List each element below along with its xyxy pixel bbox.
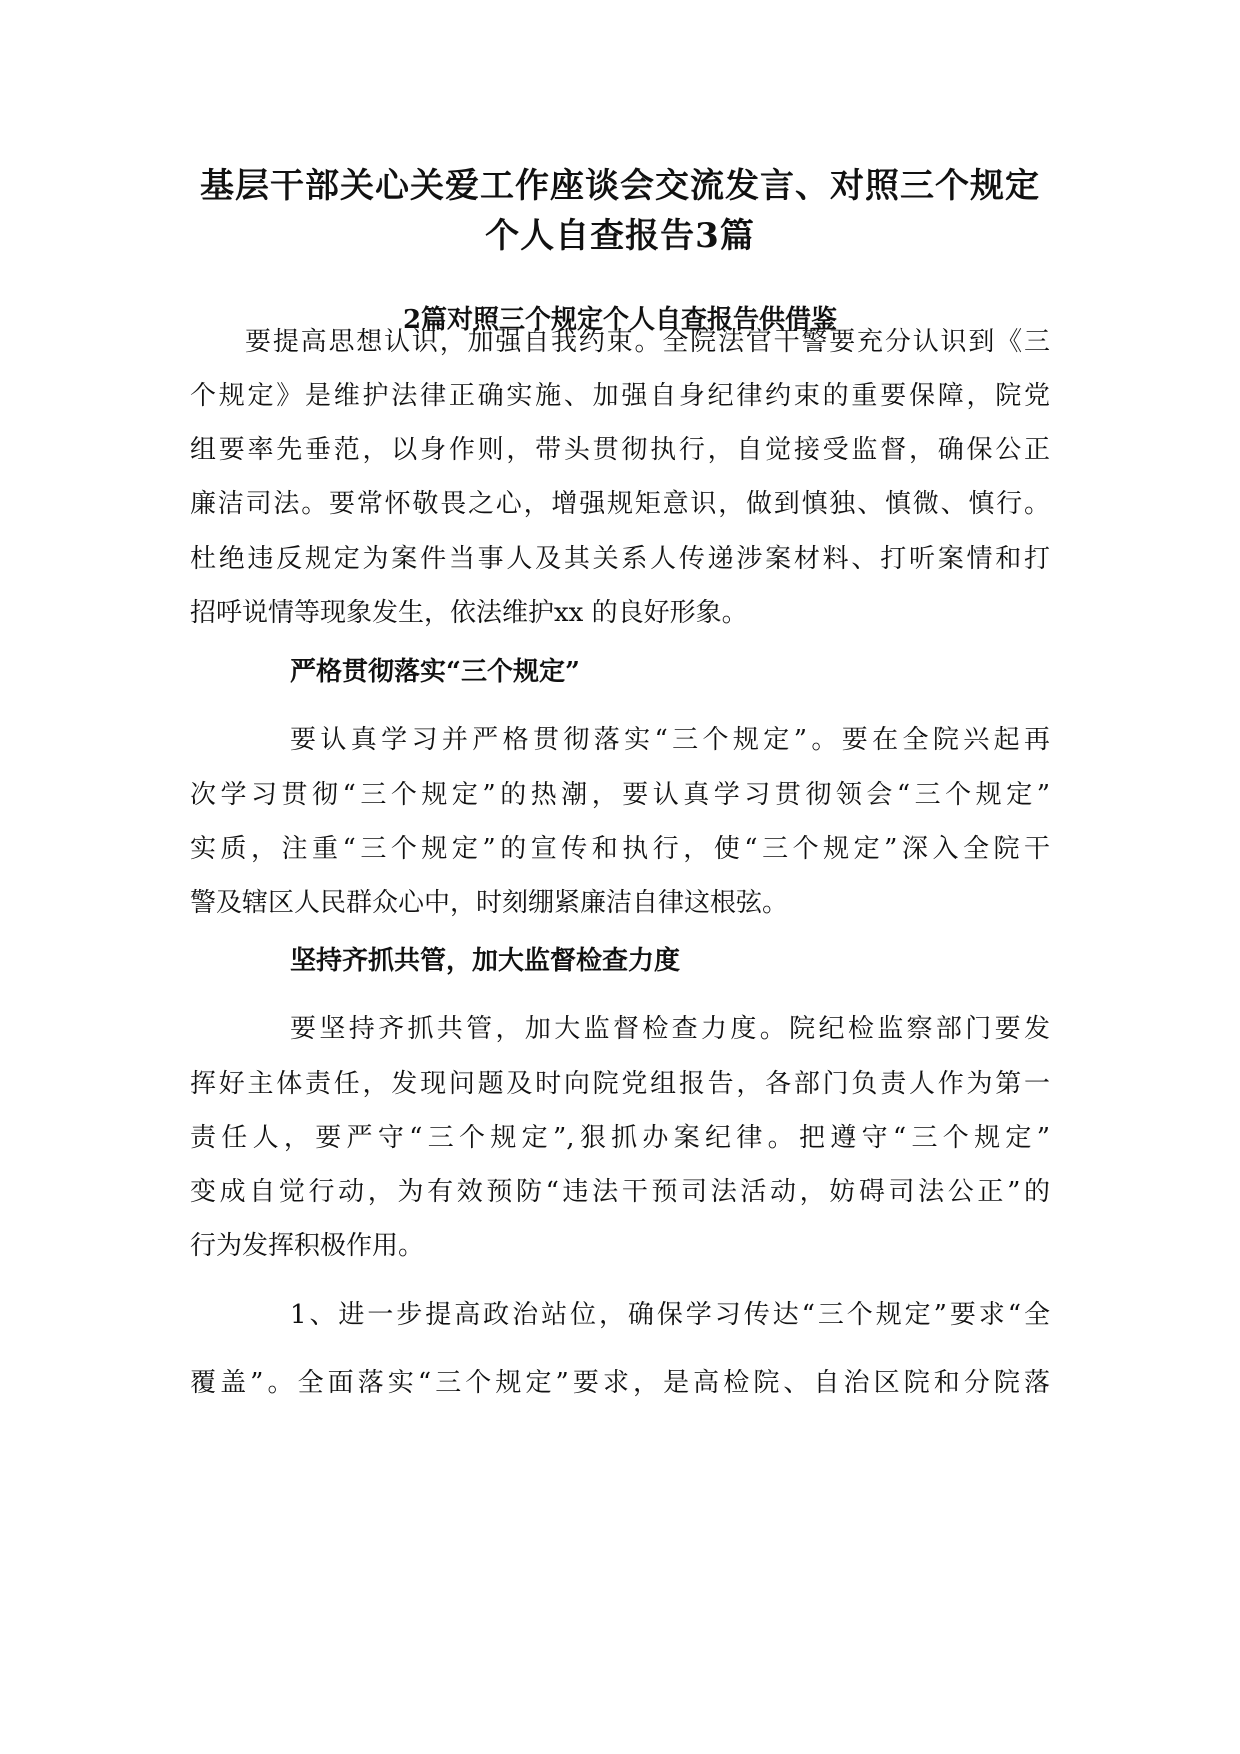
paragraph-2-line-3: 实质，注重“三个规定”的宣传和执行，使“三个规定”深入全院干	[190, 834, 1050, 864]
paragraph-1-line-6: 招呼说情等现象发生，依法维护xx 的良好形象。	[190, 598, 748, 628]
paragraph-4-line-1: 1、进一步提高政治站位，确保学习传达“三个规定”要求“全	[290, 1300, 1050, 1330]
paragraph-3-line-2: 挥好主体责任，发现问题及时向院党组报告，各部门负责人作为第一	[190, 1069, 1050, 1099]
document-subtitle: 2篇对照三个规定个人自查报告供借鉴	[402, 305, 838, 335]
paragraph-2-line-2: 次学习贯彻“三个规定”的热潮，要认真学习贯彻领会“三个规定”	[190, 780, 1050, 810]
paragraph-3-line-5: 行为发挥积极作用。	[190, 1231, 425, 1261]
section-heading-1: 严格贯彻落实“三个规定”	[290, 657, 580, 687]
section-heading-2: 坚持齐抓共管，加大监督检查力度	[290, 946, 681, 976]
paragraph-3-line-4: 变成自觉行动，为有效预防“违法干预司法活动，妨碍司法公正”的	[190, 1177, 1050, 1207]
document-title-line-2: 个人自查报告3篇	[485, 216, 755, 256]
paragraph-3-line-3: 责任人，要严守“三个规定”,狠抓办案纪律。把遵守“三个规定”	[190, 1123, 1050, 1153]
paragraph-3-line-1: 要坚持齐抓共管，加大监督检查力度。院纪检监察部门要发	[290, 1014, 1050, 1044]
paragraph-4-line-2: 覆盖”。全面落实“三个规定”要求，是高检院、自治区院和分院落	[190, 1368, 1050, 1398]
paragraph-2-line-1: 要认真学习并严格贯彻落实“三个规定”。要在全院兴起再	[290, 725, 1050, 755]
paragraph-1-line-5: 杜绝违反规定为案件当事人及其关系人传递涉案材料、打听案情和打	[190, 544, 1050, 574]
paragraph-1-line-2: 个规定》是维护法律正确实施、加强自身纪律约束的重要保障，院党	[190, 381, 1050, 411]
paragraph-1-line-3: 组要率先垂范，以身作则，带头贯彻执行，自觉接受监督，确保公正	[190, 435, 1050, 465]
paragraph-1-line-4: 廉洁司法。要常怀敬畏之心，增强规矩意识，做到慎独、慎微、慎行。	[190, 489, 1050, 519]
paragraph-2-line-4: 警及辖区人民群众心中，时刻绷紧廉洁自律这根弦。	[190, 888, 789, 918]
document-title-line-1: 基层干部关心关爱工作座谈会交流发言、对照三个规定	[200, 166, 1040, 206]
paragraph-1-line-1: 要提高思想认识，加强自我约束。全院法官干警要充分认识到《三	[245, 327, 1050, 357]
